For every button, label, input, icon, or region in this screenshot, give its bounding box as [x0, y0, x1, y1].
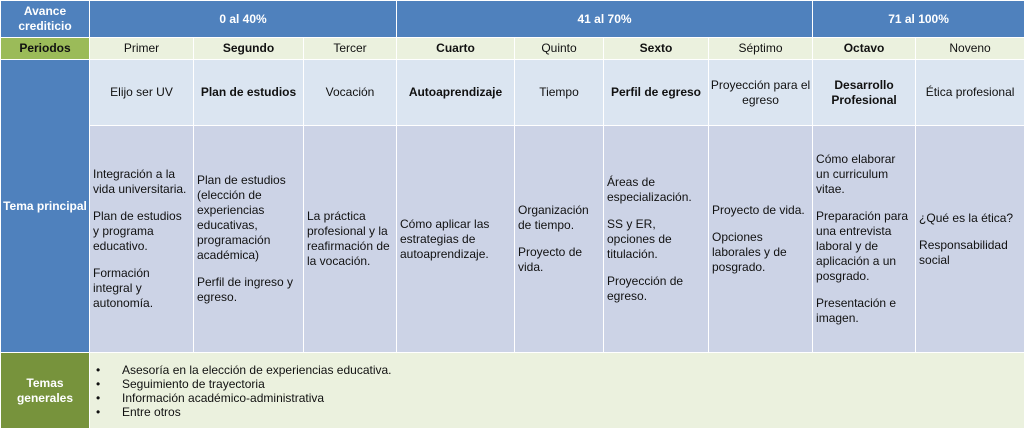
topics-octavo: [813, 126, 916, 353]
general-topics-cell: [90, 353, 1024, 429]
list-item: • Entre otros: [96, 405, 1018, 419]
topic-text: Áreas de especialización.: [607, 175, 705, 205]
theme-title: Ética profesional: [916, 60, 1024, 126]
avance-crediticio-label: Avance crediticio: [1, 1, 90, 38]
topic-text: Plan de estudios (elección de experiencias educativas, programación académica): [197, 173, 300, 263]
theme-title: Elijo ser UV: [90, 60, 194, 126]
theme-title: Desarrollo Profesional: [813, 60, 916, 126]
list-item: • Seguimiento de trayectoria: [96, 377, 1018, 391]
topic-text: Plan de estudios y programa educativo.: [93, 209, 190, 254]
theme-titles-row: [1, 60, 1024, 126]
range-41-70: 41 al 70%: [397, 1, 813, 38]
theme-title: Plan de estudios: [194, 60, 304, 126]
topic-text: La práctica profesional y la reafirmación de la vocación.: [307, 209, 393, 269]
topics-quinto: [515, 126, 604, 353]
period-cell: Primer: [90, 38, 194, 60]
topics-cuarto: [397, 126, 515, 353]
topic-text: Preparación para una entrevista laboral y de aplicación a un posgrado.: [816, 209, 912, 284]
period-cell: Sexto: [604, 38, 709, 60]
period-cell: Tercer: [304, 38, 397, 60]
theme-title: Proyección para el egreso: [709, 60, 813, 126]
theme-topics-row: [1, 126, 1024, 353]
theme-title: Tiempo: [515, 60, 604, 126]
tema-principal-label: Tema principal: [1, 60, 90, 353]
topics-tercer: [304, 126, 397, 353]
topic-text: Opciones laborales y de posgrado.: [712, 230, 809, 275]
topics-septimo: [709, 126, 813, 353]
period-cell: Noveno: [916, 38, 1024, 60]
credit-progress-row: [1, 1, 1024, 38]
topic-text: SS y ER, opciones de titulación.: [607, 217, 705, 262]
topic-text: ¿Qué es la ética?: [919, 211, 1021, 226]
topics-primer: [90, 126, 194, 353]
topic-text: Cómo aplicar las estrategias de autoaprendizaje.: [400, 217, 511, 262]
range-71-100: 71 al 100%: [813, 1, 1024, 38]
period-cell: Séptimo: [709, 38, 813, 60]
topic-text: Perfil de ingreso y egreso.: [197, 275, 300, 305]
theme-title: Vocación: [304, 60, 397, 126]
period-cell: Cuarto: [397, 38, 515, 60]
topic-text: Presentación e imagen.: [816, 296, 912, 326]
topic-text: Organización de tiempo.: [518, 203, 600, 233]
topic-text: Proyecto de vida.: [518, 245, 600, 275]
general-topics-list: [96, 363, 1018, 419]
range-0-40: 0 al 40%: [90, 1, 397, 38]
theme-title: Autoaprendizaje: [397, 60, 515, 126]
list-item: • Información académico-administrativa: [96, 391, 1018, 405]
topic-text: Formación integral y autonomía.: [93, 266, 190, 311]
topic-text: Responsabilidad social: [919, 238, 1021, 268]
period-cell: Quinto: [515, 38, 604, 60]
temas-generales-label: Temas generales: [1, 353, 90, 429]
list-item: • Asesoría en la elección de experiencias educativa.: [96, 363, 1018, 377]
topics-noveno: [916, 126, 1024, 353]
topics-sexto: [604, 126, 709, 353]
periodos-label: Periodos: [1, 38, 90, 60]
theme-title: Perfil de egreso: [604, 60, 709, 126]
topic-text: Cómo elaborar un curriculum vitae.: [816, 152, 912, 197]
periods-row: [1, 38, 1024, 60]
general-topics-row: [1, 353, 1024, 429]
topic-text: Proyecto de vida.: [712, 203, 809, 218]
period-cell: Octavo: [813, 38, 916, 60]
topics-segundo: [194, 126, 304, 353]
topic-text: Integración a la vida universitaria.: [93, 167, 190, 197]
topic-text: Proyección de egreso.: [607, 274, 705, 304]
period-cell: Segundo: [194, 38, 304, 60]
